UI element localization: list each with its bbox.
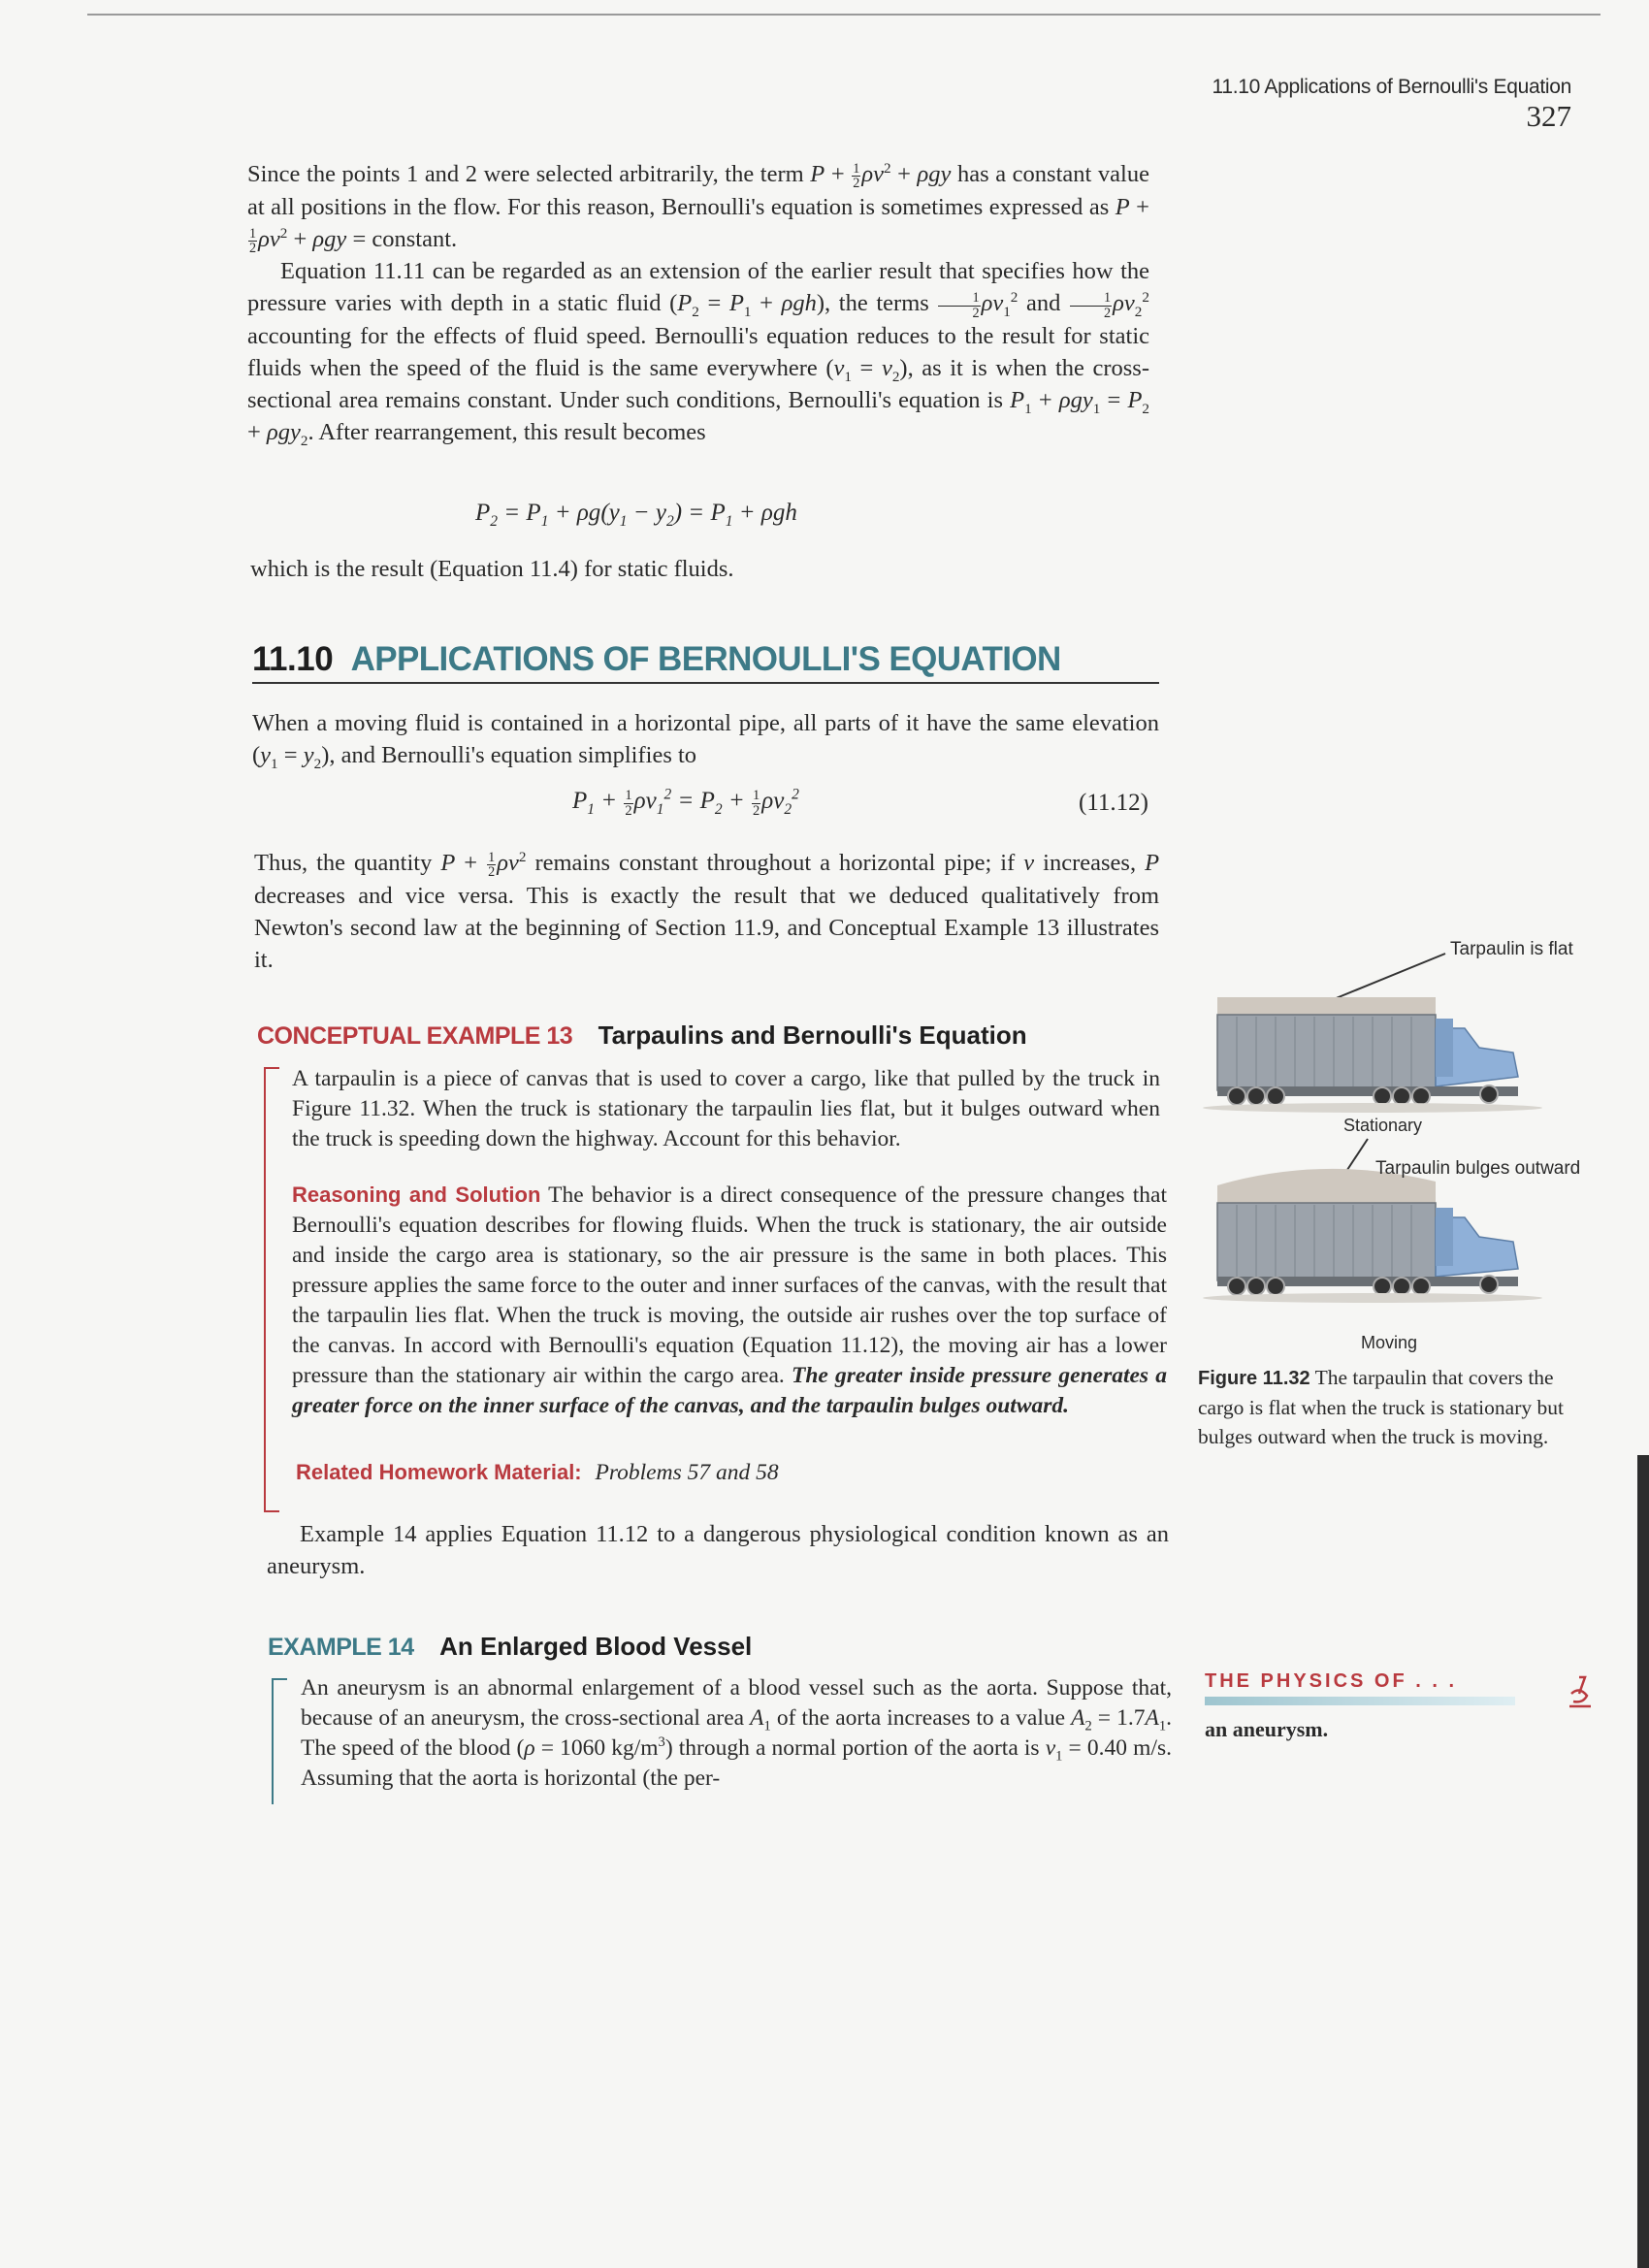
equation-11-12: $P_1$ + $\frac{1}{2}$ $\rho v_1^2 = P_2$ + $\frac{1}{2}$ $\rho v_2^2$ [572, 786, 799, 819]
example13-problem: A tarpaulin is a piece of canvas that is used to cover a cargo, like that pulled by the truck in Figure 11.32. When the truck is stationary the tarpaulin lies flat, but it bulges outward when the truck is speeding down the highway. Account for this behavior. [292, 1066, 1160, 1151]
homework-problems: Problems 57 and 58 [595, 1460, 779, 1485]
example13-homework [296, 1460, 779, 1486]
section-title: APPLICATIONS OF BERNOULLI'S EQUATION [350, 640, 1061, 678]
example13-title: Tarpaulins and Bernoulli's Equation [598, 1021, 1027, 1050]
callout-flat: Tarpaulin is flat [1450, 939, 1573, 959]
intro-paragraph-1: Since the points 1 and 2 were selected arbitrarily, the term P + $\frac{1}{2}$ $\rho v^2 + \rho gy$ has a constant value at all positions in the flow. For this reason, Bernoulli's equation is sometimes expressed as P + $\frac{1}{2}$ $\rho v^2 + \rho gy$ = constant. [247, 159, 1149, 256]
section-paragraph-2: Thus, the quantity P + $\frac{1}{2}$ $\rho v^2$ remains constant throughout a horizontal pipe; if v increases, P decreases and vice versa. This is exactly the result that we deduced qualitatively from Newton's second law at the beginning of Section 11.9, and Conceptual Example 13 illustrates it. [254, 848, 1160, 973]
physics-of-topic: an aneurysm. [1205, 1717, 1329, 1741]
physics-of-sidebar [1205, 1670, 1602, 1742]
example13-heading [257, 1021, 1027, 1051]
callout-bulge: Tarpaulin bulges outward [1375, 1158, 1581, 1179]
intro-paragraph-2: Equation 11.11 can be regarded as an extension of the earlier result that specifies how the pressure varies with depth in a static fluid $(P_2 = P_1 + \rho gh)$, the terms $\frac{1}{2}$ $\rho v_1^2$ and $\frac{1}{2}$ $\rho v_2^2$ accounting for the effects of fluid speed. Bernoulli's equation reduces to the result for static fluids when the speed of the fluid is the same everywhere $(v_1 = v_2)$, as it is when the cross-sectional area remains constant. Under such conditions, Bernoulli's equation is $P_1 + \rho gy_1 = P_2 + \rho gy_2$. After rearrangement, this result becomes [247, 258, 1149, 449]
page-number: 327 [1526, 99, 1571, 133]
running-title: 11.10 Applications of Bernoulli's Equation [1212, 76, 1571, 98]
example13-label: CONCEPTUAL EXAMPLE 13 [257, 1022, 573, 1050]
intro-text [247, 158, 1149, 448]
section-number: 11.10 [252, 640, 334, 678]
equation-number: (11.12) [1079, 790, 1148, 816]
physics-of-bar [1205, 1697, 1515, 1705]
label-moving: Moving [1361, 1333, 1418, 1352]
figure-caption-label: Figure 11.32 [1198, 1368, 1310, 1389]
example14-heading [268, 1632, 752, 1662]
intro-paragraph-3: which is the result (Equation 11.4) for static fluids. [250, 556, 734, 582]
bridge-paragraph: Example 14 applies Equation 11.12 to a dangerous physiological condition known as an aneurysm. [267, 1521, 1169, 1579]
figure-caption [1198, 1363, 1596, 1451]
example13-reasoning: Reasoning and Solution The behavior is a direct consequence of the pressure changes that Bernoulli's equation describes for flowing fluids. When the truck is stationary, the air outside and inside the cargo area is stationary, so the air pressure is the same in both places. This pressure applies the same force to the outer and inner surfaces of the canvas, with the result that the tarpaulin lies flat. When the truck is moving, the outside air rushes over the top surface of the canvas. In accord with Bernoulli's equation (Equation 11.12), the moving air has a lower pressure than the stationary air within the cargo area. The greater inside pressure generates a greater force on the inner surface of the canvas, and the tarpaulin bulges outward. [292, 1183, 1167, 1418]
example14-box-line [272, 1678, 287, 1804]
figure-caption-text: The tarpaulin that covers the cargo is flat when the truck is stationary but bulges outward when the truck is moving. [1198, 1366, 1564, 1448]
label-stationary: Stationary [1343, 1116, 1423, 1135]
homework-label: Related Homework Material: [296, 1460, 582, 1484]
example14-title: An Enlarged Blood Vessel [439, 1632, 753, 1661]
stationary-truck-icon [1203, 954, 1542, 1113]
reasoning-label: Reasoning and Solution [292, 1183, 541, 1207]
scan-edge-line [87, 14, 1600, 16]
section-paragraph-1: When a moving fluid is contained in a horizontal pipe, all parts of it have the same elevation $(y_1 = y_2)$, and Bernoulli's equation simplifies to [252, 710, 1159, 772]
section-heading [252, 640, 1159, 684]
scan-edge-shadow [1637, 1455, 1649, 2268]
example13-box-line [264, 1067, 279, 1512]
figure-11-32 [1198, 931, 1605, 1494]
example14-label: EXAMPLE 14 [268, 1634, 414, 1661]
physics-of-heading: THE PHYSICS OF . . . [1205, 1670, 1458, 1692]
microscope-icon [1566, 1674, 1595, 1709]
example14-text: An aneurysm is an abnormal enlargement of a blood vessel such as the aorta. Suppose that, because of an aneurysm, the cross-sectional area $A_1$ of the aorta increases to a value $A_2 = 1.7A_1$. The speed of the blood (ρ = 1060 $kg/m^3$) through a normal portion of the aorta is $v_1 = 0.40$ m/s. Assuming that the aorta is horizontal (the per- [301, 1675, 1172, 1791]
static-fluid-equation: $P_2 = P_1 + \rho g(y_1 - y_2) = P_1 + \rho gh$ [475, 500, 797, 530]
running-header [1164, 76, 1571, 134]
